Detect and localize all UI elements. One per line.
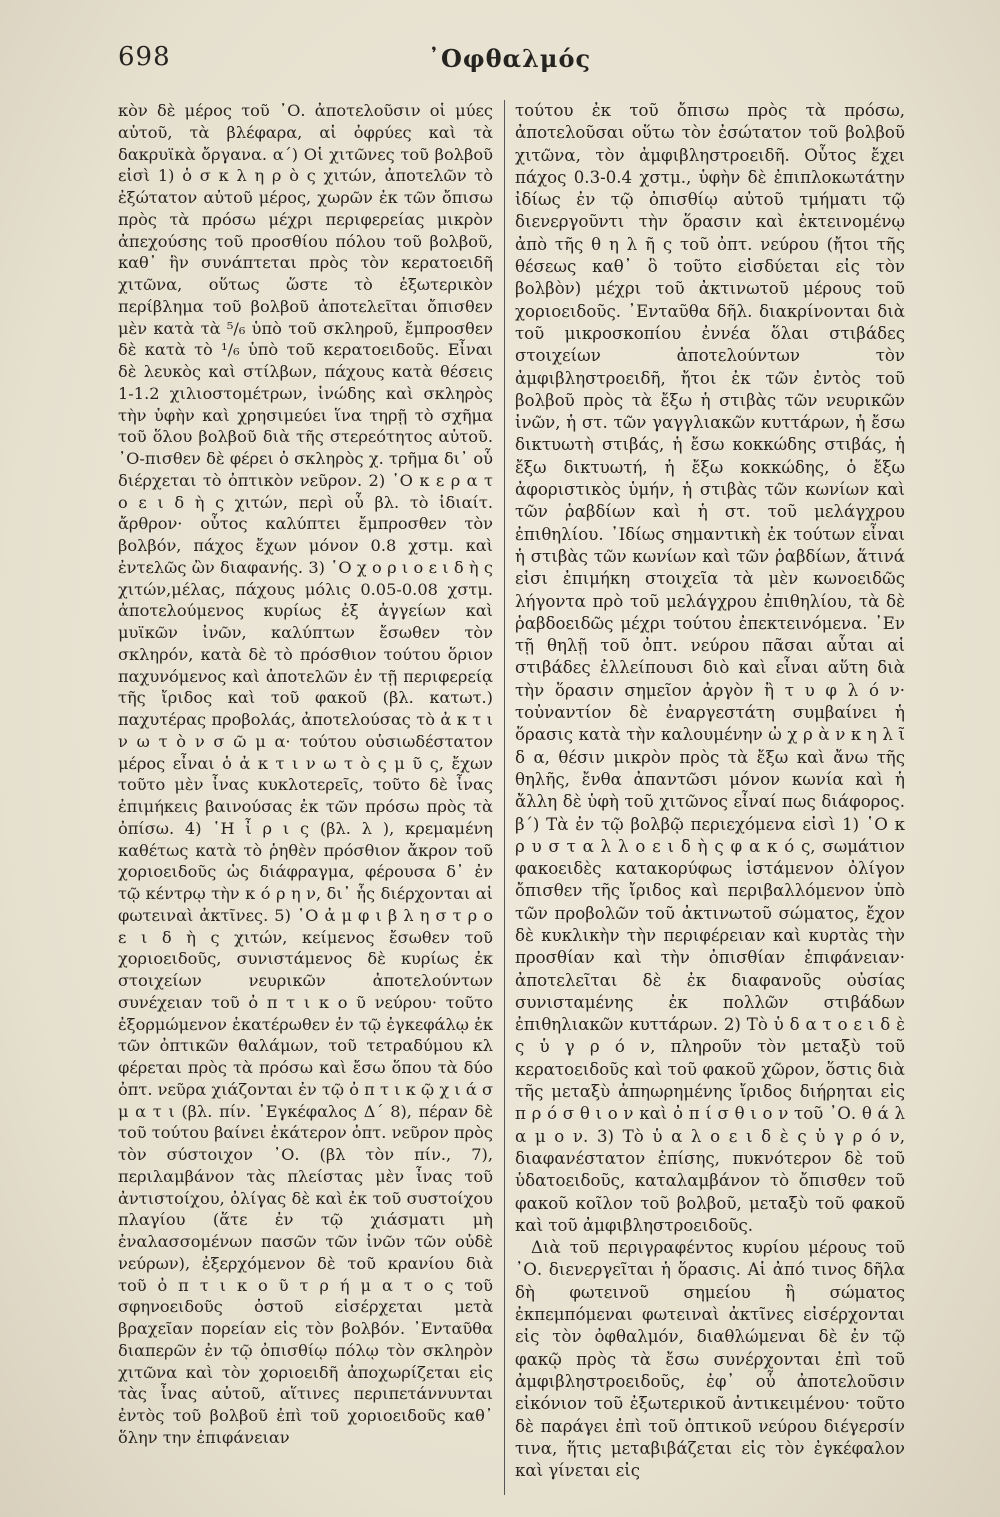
column-divider	[504, 100, 505, 1495]
left-column	[118, 100, 493, 1449]
right-column-paragraph-2: Διὰ τοῦ περιγραφέντος κυρίου μέρους τοῦ ᾿Ο. διενεργεῖται ἡ ὅρασις. Αἱ ἀπό τινος δῆλα δὴ φωτεινοῦ σημείου ἢ σώματος ἐκπεμπόμεναι φωτειναὶ ἀκτῖνες εἰσέρχονται εἰς τὸν ὀφθαλμόν, διαθλώμεναι δὲ ἐν τῷ φακῷ πρὸς τὰ ἔσω συνέρχονται ἐπὶ τοῦ ἀμφιβληστροειδοῦς, ἐφ᾿ οὗ ἀποτελοῦσιν εἰκόνιον τοῦ ἐξωτερικοῦ ἀντικειμένου· τοῦτο δὲ παράγει ἐπὶ τοῦ ὀπτικοῦ νεύρου διέγερσίν τινα, ἥτις μεταβιβάζεται εἰς τὸν ἐγκέφαλον καὶ γίνεται εἰς	[515, 1238, 905, 1481]
right-column	[515, 100, 905, 1482]
left-column-text: κὸν δὲ μέρος τοῦ ᾿Ο. ἀποτελοῦσιν οἱ μύες αὐτοῦ, τὰ βλέφαρα, αἱ ὀφρύες καὶ τὰ δακρυϊκὰ ὄργανα. α΄) Οἱ χιτῶνες τοῦ βολβοῦ εἰσὶ 1) ὁ σ κ λ η ρ ὸ ς χιτών, ἀποτελῶν τὸ ἐξώτατον αὐτοῦ μέρος, χωρῶν ἐκ τῶν ὄπισω πρὸς τὰ πρόσω μέχρι περιφερείας μικρὸν ἀπεχούσης τοῦ προσθίου πόλου τοῦ βολβοῦ, καθ᾿ ἣν συνάπτεται πρὸς τὸν κερατοειδῆ χιτῶνα, οὕτως ὥστε τὸ ἐξωτερικὸν περίβλημα τοῦ βολβοῦ ἀποτελεῖται ὄπισθεν μὲν κατὰ τὰ ⁵/₆ ὑπὸ τοῦ σκληροῦ, ἔμπροσθεν δὲ κατὰ τὸ ¹/₆ ὑπὸ τοῦ κερατοειδοῦς. Εἶναι δὲ λευκὸς καὶ στίλβων, πάχους κατὰ θέσεις 1-1.2 χιλιοστομέτρων, ἰνώδης καὶ σκληρὸς τὴν ὑφὴν καὶ χρησιμεύει ἵνα τηρῇ τὸ σχῆμα τοῦ ὅλου βολβοῦ διὰ τῆς στερεότητος αὐτοῦ. ᾿Ο-πισθεν δὲ φέρει ὁ σκληρὸς χ. τρῆμα δι᾿ οὗ διέρχεται τὸ ὀπτικὸν νεῦρον. 2) ῾Ο κ ε ρ α τ ο ε ι δ ὴ ς χιτών, περὶ οὗ βλ. τὸ ἰδιαίτ. ἄρθρον· οὗτος καλύπτει ἔμπροσθεν τὸν βολβόν, πάχος ἔχων μόνον 0.8 χστμ. καὶ ἐντελῶς ὢν διαφανής. 3) ῾Ο χ ο ρ ι ο ε ι δ ὴ ς χιτών,μέλας, πάχους μόλις 0.05-0.08 χστμ. ἀποτελούμενος κυρίως ἐξ ἀγγείων καὶ μυϊκῶν ἰνῶν, καλύπτων ἔσωθεν τὸν σκληρόν, κατὰ δὲ τὸ πρόσθιον τούτου ὅριον παχυνόμενος καὶ ἀποτελῶν ἐν τῇ περιφερείᾳ τῆς ἴριδος καὶ τοῦ φακοῦ (βλ. κατωτ.) παχυτέρας προβολάς, ἀποτελούσας τὸ ἀ κ τ ι ν ω τ ὸ ν σ ῶ μ α· τούτου οὐσιωδέστατον μέρος εἶναι ὁ ἀ κ τ ι ν ω τ ὸ ς μ ῦ ς, ἔχων τοῦτο μὲν ἶνας κυκλοτερεῖς, τοῦτο δὲ ἶνας ἐπιμήκεις βαινούσας ἐκ τῶν πρόσω πρὸς τὰ ὀπίσω. 4) ῾Η ἶ ρ ι ς (βλ. λ ), κρεμαμένη καθέτως κατὰ τὸ ῥηθὲν πρόσθιον ἄκρον τοῦ χοριοειδοῦς ὡς διάφραγμα, φέρουσα δ᾿ ἐν τῷ κέντρῳ τὴν κ ό ρ η ν, δι᾿ ἧς διέρχονται αἱ φωτειναὶ ἀκτῖνες. 5) ῾Ο ἀ μ φ ι β λ η σ τ ρ ο ε ι δ ὴ ς χιτών, κείμενος ἔσωθεν τοῦ χοριοειδοῦς, συνιστάμενος δὲ κυρίως ἐκ στοιχείων νευρικῶν ἀποτελούντων συνέχειαν τοῦ ὀ π τ ι κ ο ῦ νεύρου· τοῦτο ἐξορμώμενον ἑκατέρωθεν ἐν τῷ ἐγκεφάλῳ ἐκ τῶν ὀπτικῶν θαλάμων, τοῦ τετραδύμου κλ φέρεται πρὸς τὰ πρόσω καὶ ἔσω ὅπου τὰ δύο ὀπτ. νεῦρα χιάζονται ἐν τῷ ὀ π τ ι κ ῷ χ ι ά σ μ α τ ι (βλ. πίν. ᾿Εγκέφαλος Δ΄ 8), πέραν δὲ τοῦ τούτου βαίνει ἑκάτερον ὀπτ. νεῦρον πρὸς τὸν σύστοιχον ᾿Ο. (βλ τὸν πίν., 7), περιλαμβάνον τὰς πλείστας μὲν ἶνας τοῦ ἀντιστοίχου, ὀλίγας δὲ καὶ ἐκ τοῦ συστοίχου πλαγίου (ἅτε ἐν τῷ χιάσματι μὴ ἐναλασσομένων πασῶν τῶν ἰνῶν τῶν οὐδὲ νεύρων), ἐξερχόμενον δὲ τοῦ κρανίου διὰ τοῦ ὀ π τ ι κ ο ῦ τ ρ ή μ α τ ο ς τοῦ σφηνοειδοῦς ὀστοῦ εἰσέρχεται μετὰ βραχεῖαν πορείαν εἰς τὸν βολβόν. ᾿Ενταῦθα διαπερῶν ἐν τῷ ὀπισθίῳ πόλῳ τὸν σκληρὸν χιτῶνα καὶ τὸν χοριοειδῆ ἀποχωρίζεται εἰς τὰς ἶνας αὐτοῦ, αἵτινες περιπετάννυνται ἐντὸς τοῦ βολβοῦ ἐπὶ τοῦ χοριοειδοῦς καθ᾿ ὅλην την ἐπιφάνειαν	[118, 101, 493, 1447]
right-column-paragraph-1: τούτου ἐκ τοῦ ὄπισω πρὸς τὰ πρόσω, ἀποτελοῦσαι οὕτω τὸν ἐσώτατον τοῦ βολβοῦ χιτῶνα, τὸν ἀμφιβληστροειδῆ. Οὗτος ἔχει πάχος 0.3-0.4 χστμ., ὑφὴν δὲ ἐπιπλοκωτάτην ἰδίως ἐν τῷ ὀπισθίῳ αὐτοῦ τμήματι τῷ διενεργοῦντι τὴν ὅρασιν καὶ ἐκτεινομένῳ ἀπὸ τῆς θ η λ ῆ ς τοῦ ὀπτ. νεύρου (ἤτοι τῆς θέσεως καθ᾿ ὃ τοῦτο εἰσδύεται εἰς τὸν βολβὸν) μέχρι τοῦ ἀκτινωτοῦ μέρους τοῦ χοριοειδοῦς. ᾿Ενταῦθα δῆλ. διακρίνονται διὰ τοῦ μικροσκοπίου ἐννέα ὅλαι στιβάδες στοιχείων ἀποτελούντων τὸν ἀμφιβληστροειδῆ, ἤτοι ἐκ τῶν ἐντὸς τοῦ βολβοῦ πρὸς τὰ ἔξω ἡ στιβὰς τῶν νευρικῶν ἰνῶν, ἡ στ. τῶν γαγγλιακῶν κυττάρων, ἡ ἔσω δικτυωτὴ στιβάς, ἡ ἔσω κοκκώδης στιβάς, ἡ ἔξω δικτυωτή, ἡ ἔξω κοκκώδης, ὁ ἔξω ἀφοριστικὸς ὑμήν, ἡ στιβὰς τῶν κωνίων καὶ τῶν ῥαβδίων καὶ ἡ στ. τοῦ μελάγχρου ἐπιθηλίου. ᾿Ιδίως σημαντικὴ ἐκ τούτων εἶναι ἡ στιβὰς τῶν κωνίων καὶ τῶν ῥαβδίων, ἅτινά εἰσι ἐπιμήκη στοιχεῖα τὰ μὲν κωνοειδῶς λήγοντα πρὸ τοῦ μελάγχρου ἐπιθηλίου, τὰ δὲ ῥαβδοειδῶς μέχρι τούτου ἐπεκτεινόμενα. ᾿Εν τῇ θηλῇ τοῦ ὀπτ. νεύρου πᾶσαι αὗται αἱ στιβάδες ἐλλείπουσι διὸ καὶ εἶναι αὕτη διὰ τὴν ὅρασιν σημεῖον ἀργὸν ἢ τ υ φ λ ό ν· τοὐναντίον δὲ ἐναργεστάτη συμβαίνει ἡ ὅρασις κατὰ τὴν καλουμένην ὠ χ ρ ὰ ν κ η λ ῖ δ α, θέσιν μικρὸν πρὸς τὰ ἔξω καὶ ἄνω τῆς θηλῆς, ἔνθα ἀπαντῶσι μόνον κωνία καὶ ἡ ἄλλη δὲ ὑφὴ τοῦ χιτῶνος εἶναί πως διάφορος. β΄) Τὰ ἐν τῷ βολβῷ περιεχόμενα εἰσὶ 1) ῾Ο κ ρ υ σ τ α λ λ ο ε ι δ ὴ ς φ α κ ό ς, σωμάτιον φακοειδὲς κατακορύφως ἱστάμενον ὀλίγον ὄπισθεν τῆς ἴριδος καὶ περιβαλλόμενον ὑπὸ τῶν προβολῶν τοῦ ἀκτινωτοῦ σώματος, ἔχον δὲ κυκλικὴν τὴν περιφέρειαν καὶ κυρτὰς τὴν προσθίαν καὶ τὴν ὀπισθίαν ἐπιφάνειαν· ἀποτελεῖται δὲ ἐκ διαφανοῦς οὐσίας συνισταμένης ἐκ πολλῶν στιβάδων ἐπιθηλιακῶν κυττάρων. 2) Τὸ ὑ δ α τ ο ε ι δ ὲ ς ὑ γ ρ ό ν, πληροῦν τὸν μεταξὺ τοῦ κερατοειδοῦς καὶ τοῦ φακοῦ χῶρον, ὅστις διὰ τῆς μεταξὺ ἀπηωρημένης ἴριδος διήρηται εἰς π ρ ό σ θ ι ο ν καὶ ὀ π ί σ θ ι ο ν τοῦ ᾿Ο. θ ά λ α μ ο ν. 3) Τὸ ὑ α λ ο ε ι δ ὲ ς ὑ γ ρ ό ν, διαφανέστατον ἐπίσης, πυκνότερον δὲ τοῦ ὑδατοειδοῦς, καταλαμβάνον τὸ ὄπισθεν τοῦ φακοῦ κοῖλον τοῦ βολβοῦ, μεταξὺ τοῦ φακοῦ καὶ τοῦ ἀμφιβληστροειδοῦς.	[515, 101, 905, 1235]
running-head-title: ᾿Οφθαλμός	[428, 44, 592, 73]
page-number: 698	[118, 42, 171, 72]
